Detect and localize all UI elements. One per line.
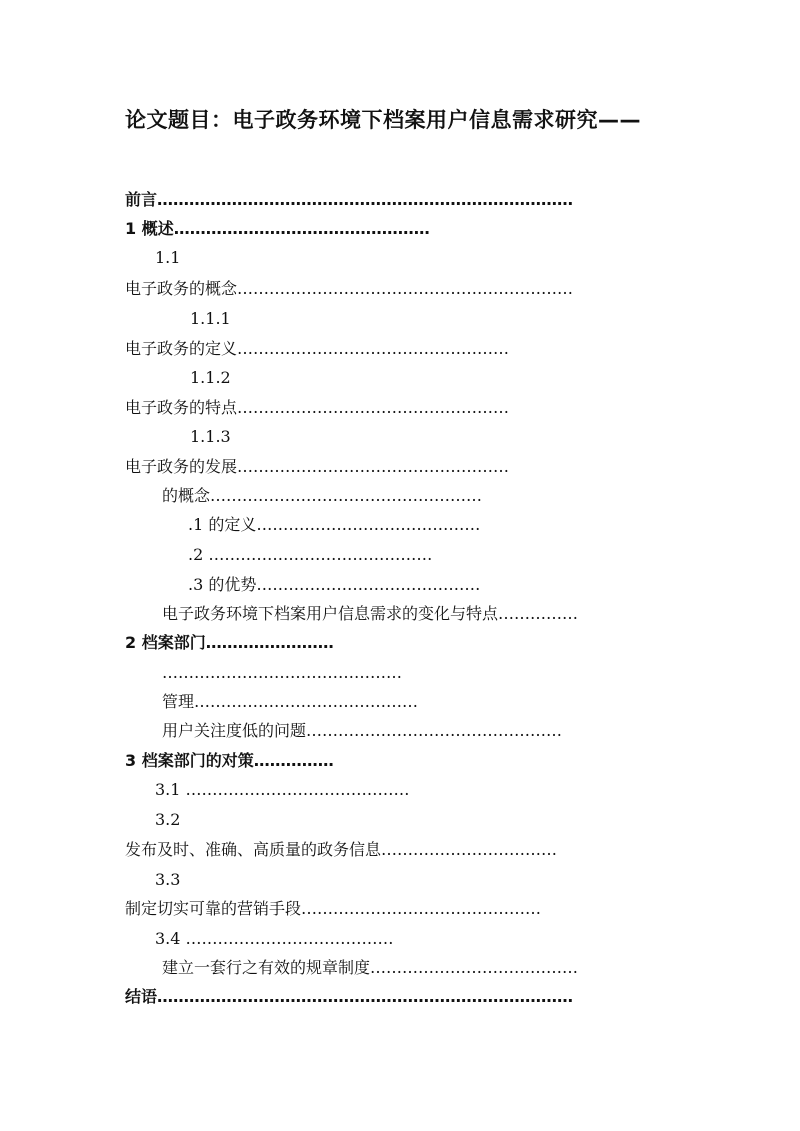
toc-entry: 电子政务的特点…………………………………………… (125, 398, 510, 417)
toc-entry-conclusion: 结语…………………………………………………………………… (125, 987, 574, 1006)
toc-entry: 电子政务的概念……………………………………………………… (125, 279, 574, 298)
toc-entry-number: 3.3 (155, 870, 181, 889)
toc-entry-chapter-3: 3 档案部门的对策…………… (125, 751, 334, 770)
toc-entry: 电子政务的发展…………………………………………… (125, 457, 510, 476)
toc-entry-preface: 前言…………………………………………………………………… (125, 190, 574, 209)
toc-entry-chapter-2: 2 档案部门…………………… (125, 633, 334, 652)
toc-entry: 管理…………………………………… (162, 692, 419, 711)
toc-entry: 的概念…………………………………………… (162, 486, 483, 505)
toc-entry: 建立一套行之有效的规章制度………………………………… (162, 958, 579, 977)
toc-entry: 发布及时、准确、高质量的政务信息…………………………… (125, 840, 558, 859)
toc-entry: 用户关注度低的问题………………………………………… (162, 721, 563, 740)
toc-entry: .2 …………………………………… (188, 545, 433, 564)
paper-title: 论文题目：电子政务环境下档案用户信息需求研究—— (125, 108, 641, 132)
toc-entry: 3.4 ………………………………… (155, 929, 394, 948)
toc-entry-number: 3.2 (155, 810, 181, 829)
toc-entry: .1 的定义…………………………………… (188, 515, 481, 534)
toc-entry: .3 的优势…………………………………… (188, 575, 481, 594)
toc-entry-number: 1.1.3 (190, 427, 231, 446)
toc-entry-number: 1.1 (155, 248, 181, 267)
toc-entry: 电子政务的定义…………………………………………… (125, 339, 510, 358)
toc-entry: 3.1 …………………………………… (155, 780, 410, 799)
toc-entry: 制定切实可靠的营销手段……………………………………… (125, 899, 542, 918)
toc-entry-number: 1.1.1 (190, 309, 231, 328)
toc-entry: 电子政务环境下档案用户信息需求的变化与特点…………… (162, 604, 579, 623)
toc-entry-number: 1.1.2 (190, 368, 231, 387)
toc-entry: ……………………………………… (162, 663, 402, 682)
toc-entry-chapter-1: 1 概述………………………………………… (125, 219, 430, 238)
